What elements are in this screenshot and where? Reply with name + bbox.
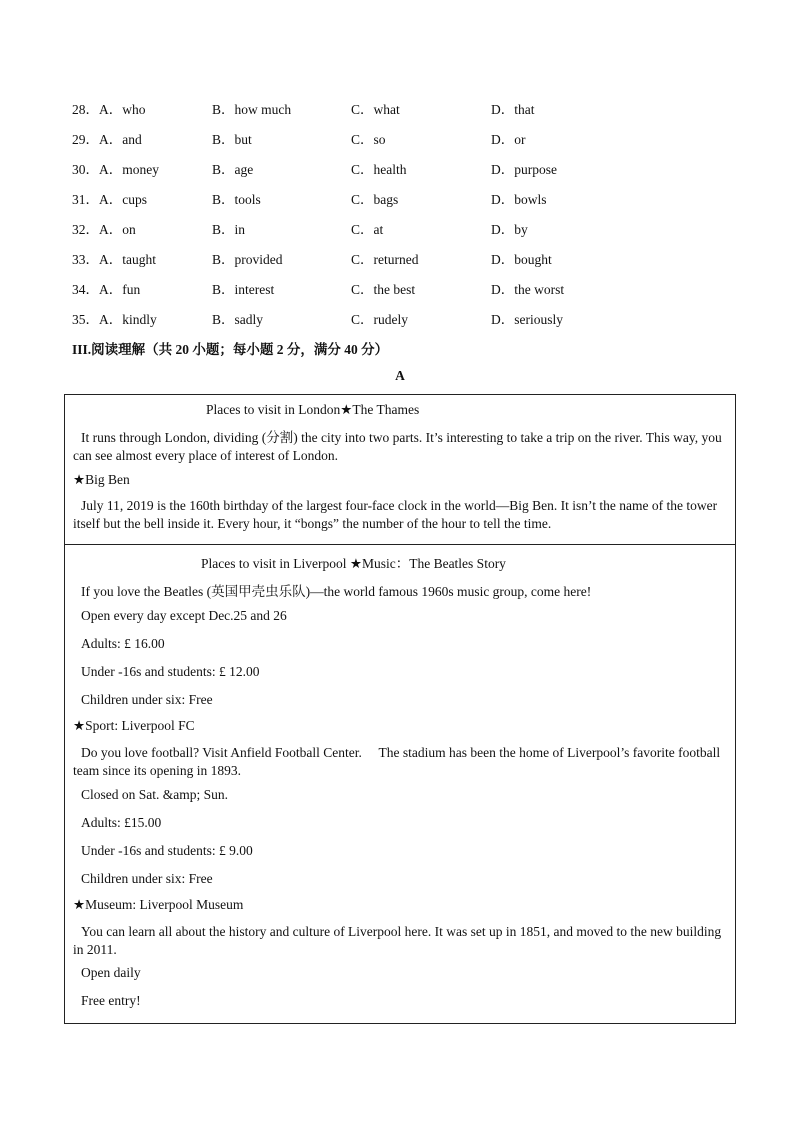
question-number-and-option-a <box>72 248 156 268</box>
museum-entry: Free entry! <box>81 993 141 1008</box>
question-34 <box>72 278 712 298</box>
museum-text: You can learn all about the history and culture of Liverpool here. It was set up in 1851, and moved to the new building in 2011. <box>73 924 722 957</box>
beatles-under16-price: Under -16s and students: £ 12.00 <box>81 664 260 679</box>
question-32 <box>72 218 712 238</box>
question-31 <box>72 188 712 208</box>
option-b: B．tools <box>212 192 261 207</box>
option-c: C．what <box>351 102 400 117</box>
beatles-adults-price: Adults: £ 16.00 <box>81 636 165 651</box>
option-a: A．cups <box>99 192 147 207</box>
question-35 <box>72 308 712 328</box>
option-a: A．on <box>99 222 136 237</box>
option-b: B．in <box>212 222 246 237</box>
sport-text: Do you love football? Visit Anfield Football Center. The stadium has been the home of Liverpool’s favorite football team since its opening in 1893. <box>73 745 724 778</box>
question-29 <box>72 128 712 148</box>
option-d: D．purpose <box>491 162 557 177</box>
question-number-and-option-a <box>72 278 140 298</box>
beatles-text: If you love the Beatles (英国甲壳虫乐队)—the world famous 1960s music group, come here! <box>81 584 592 599</box>
beatles-children-price: Children under six: Free <box>81 692 213 707</box>
question-number: 28． <box>72 102 99 117</box>
option-a: A．taught <box>99 252 156 267</box>
museum-heading: ★Museum: Liverpool Museum <box>73 897 244 912</box>
thames-text: It runs through London, dividing (分割) the city into two parts. It’s interesting to take a trip on the river. This way, you can see almost every place of interest of London. <box>73 430 722 463</box>
sport-children-price: Children under six: Free <box>81 871 213 886</box>
option-a: A．and <box>99 132 142 147</box>
question-number-and-option-a <box>72 308 157 328</box>
london-heading: Places to visit in London★The Thames <box>206 402 420 417</box>
question-28 <box>72 98 712 118</box>
question-number: 29． <box>72 132 99 147</box>
option-d: D．bowls <box>491 192 547 207</box>
option-b: B．sadly <box>212 312 264 327</box>
option-b: B．age <box>212 162 254 177</box>
question-number: 30． <box>72 162 99 177</box>
london-box <box>64 394 736 545</box>
question-number-and-option-a <box>72 128 142 148</box>
question-number: 33． <box>72 252 99 267</box>
question-number: 34． <box>72 282 99 297</box>
option-a: A．kindly <box>99 312 157 327</box>
option-c: C．rudely <box>351 312 408 327</box>
option-d: D．that <box>491 102 535 117</box>
option-c: C．bags <box>351 192 399 207</box>
option-d: D．or <box>491 132 526 147</box>
option-c: C．at <box>351 222 384 237</box>
question-30 <box>72 158 712 178</box>
question-number: 32． <box>72 222 99 237</box>
museum-open: Open daily <box>81 965 141 980</box>
passage-letter: A <box>395 368 405 383</box>
sport-heading: ★Sport: Liverpool FC <box>73 718 195 733</box>
sport-under16-price: Under -16s and students: £ 9.00 <box>81 843 253 858</box>
option-b: B．how much <box>212 102 292 117</box>
sport-adults-price: Adults: £15.00 <box>81 815 162 830</box>
question-number: 35． <box>72 312 99 327</box>
sport-closed: Closed on Sat. &amp; Sun. <box>81 787 229 802</box>
option-d: D．seriously <box>491 312 563 327</box>
option-d: D．by <box>491 222 528 237</box>
question-number-and-option-a <box>72 188 147 208</box>
bigben-heading: ★Big Ben <box>73 472 130 487</box>
option-a: A．who <box>99 102 146 117</box>
bigben-text: July 11, 2019 is the 160th birthday of the largest four-face clock in the world—Big Ben. It isn’t the name of the tower itself but the bell inside it. Every hour, it “bongs” the number of the hour to tell the time. <box>73 498 718 531</box>
option-c: C．so <box>351 132 386 147</box>
option-c: C．the best <box>351 282 416 297</box>
question-number: 31． <box>72 192 99 207</box>
option-c: C．returned <box>351 252 419 267</box>
option-a: A．fun <box>99 282 141 297</box>
liverpool-box <box>64 544 736 1024</box>
option-c: C．health <box>351 162 407 177</box>
question-33 <box>72 248 712 268</box>
question-number-and-option-a <box>72 98 146 118</box>
question-number-and-option-a <box>72 218 136 238</box>
option-d: D．bought <box>491 252 552 267</box>
option-b: B．provided <box>212 252 283 267</box>
liverpool-heading: Places to visit in Liverpool ★Music：The Beatles Story <box>201 556 506 571</box>
option-d: D．the worst <box>491 282 565 297</box>
question-number-and-option-a <box>72 158 159 178</box>
option-b: B．interest <box>212 282 275 297</box>
option-a: A．money <box>99 162 159 177</box>
section-title: III.阅读理解（共 20 小题；每小题 2 分，满分 40 分） <box>72 342 389 357</box>
beatles-open: Open every day except Dec.25 and 26 <box>81 608 287 623</box>
option-b: B．but <box>212 132 252 147</box>
